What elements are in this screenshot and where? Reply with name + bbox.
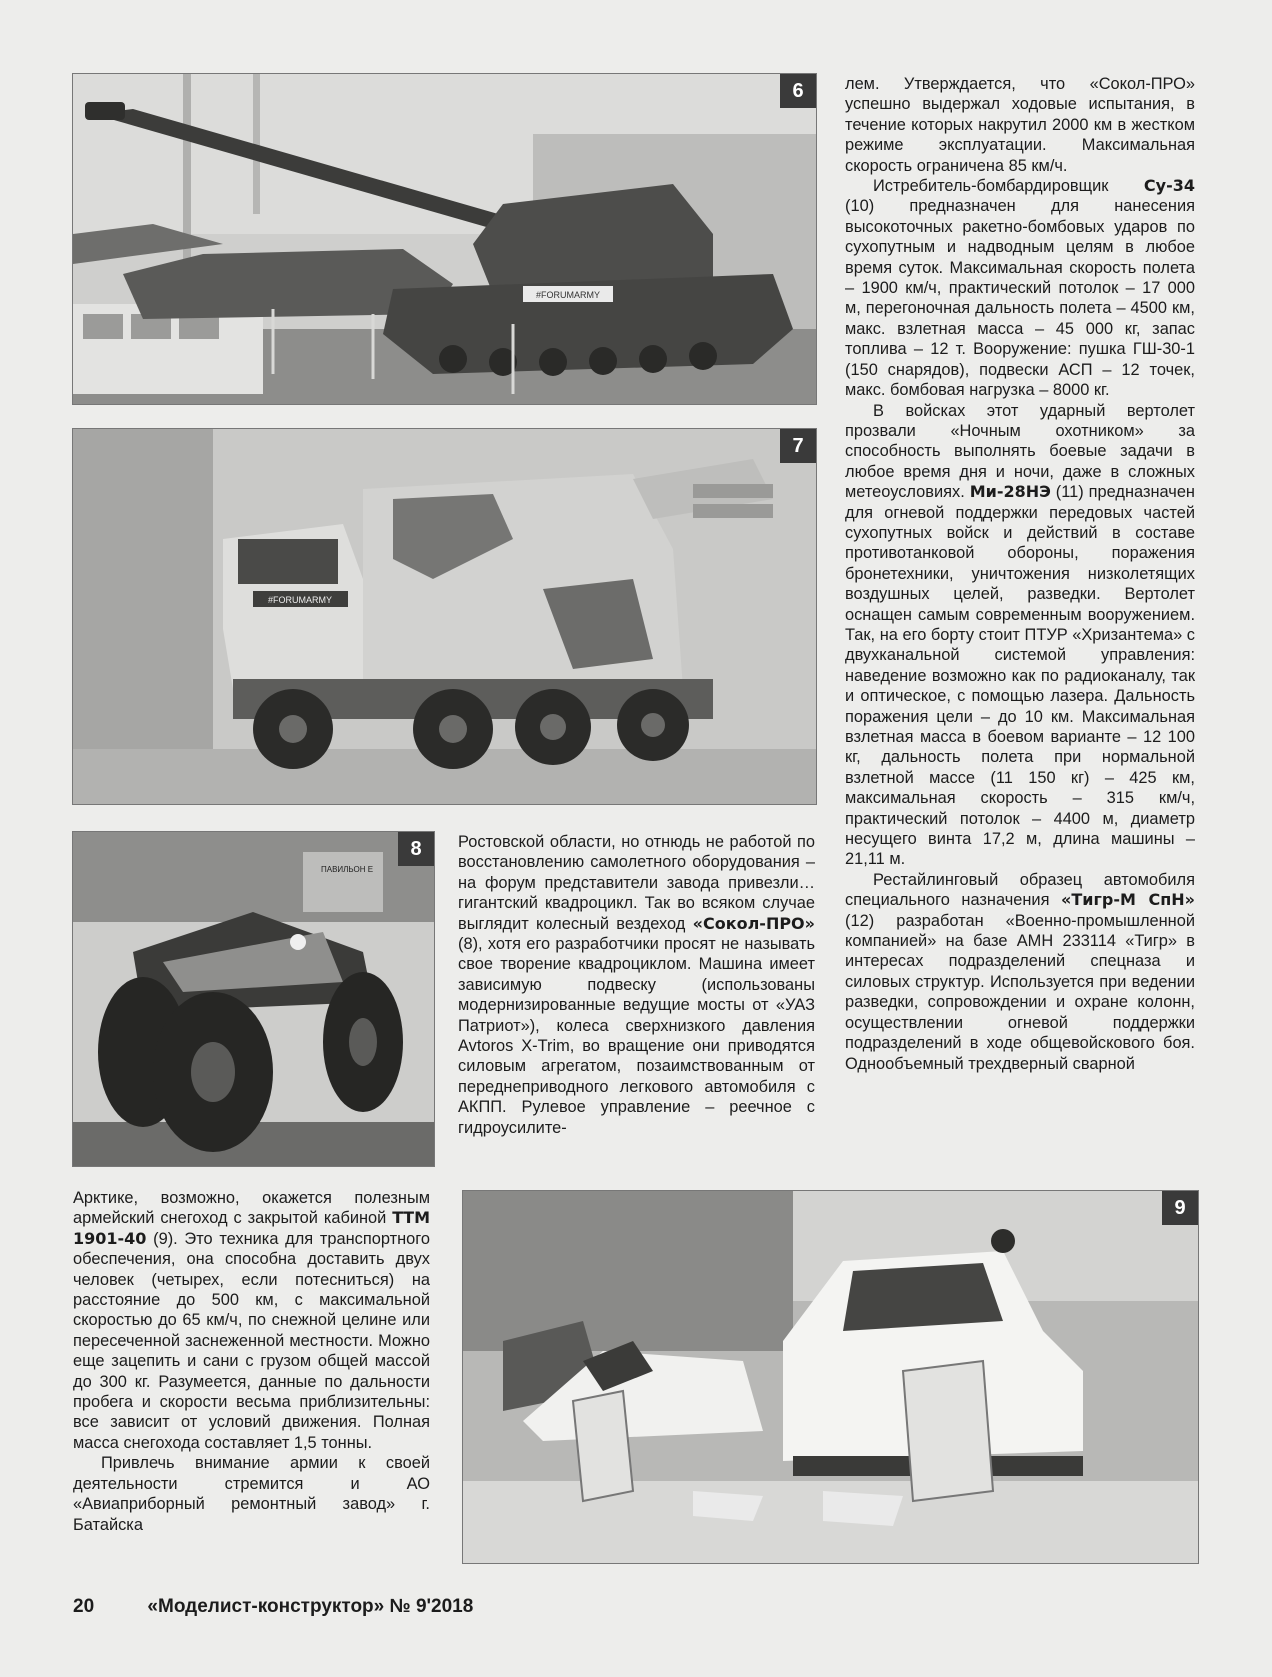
paragraph bbox=[845, 176, 1195, 400]
bold-term: «Сокол-ПРО» bbox=[692, 913, 815, 933]
photo-6-sign: #FORUMARMY bbox=[535, 290, 601, 300]
paragraph bbox=[73, 1453, 430, 1535]
bold-term: ТТМ 1901-40 bbox=[73, 1208, 430, 1248]
atv-vehicle-icon bbox=[73, 832, 434, 1166]
photo-9 bbox=[462, 1190, 1199, 1564]
text-run: Ростовской области, но отнюдь не работой по восстановлению самолетного оборудования – на форум представители завода привезли… гигантский квадроцикл. Так во всяком случае выглядит колесный вездеход bbox=[458, 833, 815, 933]
photo-8 bbox=[72, 831, 435, 1167]
text-run: (9). Это техника для транспортного обеспечения, она способна доставить двух человек (четырех, если потесниться) на расстояние до 500 км, с максимальной скоростью до 65 км/ч, по снежной целине или пересеченной заснеженной местности. Можно еще зацепить и сани с грузом общей массой до 300 кг. Разумеется, данные по дальности пробега и скорости весьма приблизительны: все зависит от условий движения. Полная масса снегохода составляет 1,5 тонны. bbox=[73, 1229, 430, 1452]
right-text-column bbox=[845, 74, 1195, 1074]
text-run: (10) предназначен для нанесения высокоточных ракетно-бомбовых ударов по сухопутным и надводным целям в любое время суток. Максимальная скорость полета – 1900 км/ч, практический потолок – 17 000 м, перегоночная дальность полета – 4500 км, макс. взлетная масса – 45 000 кг, запас топлива – 12 т. Вооружение: пушка ГШ-30-1 (150 снарядов), подвески АСП – 12 точек, макс. бомбовая нагрузка – 8000 кг. bbox=[845, 197, 1195, 400]
paragraph bbox=[845, 870, 1195, 1074]
photo-6 bbox=[72, 73, 817, 405]
text-run: Истребитель-бомбардировщик bbox=[873, 177, 1144, 196]
left-text-column bbox=[73, 1188, 430, 1535]
bold-term: Су-34 bbox=[1143, 176, 1195, 196]
photo-6-number: 6 bbox=[780, 74, 816, 108]
text-run: лем. Утверждается, что «Сокол-ПРО» успешно выдержал ходовые испытания, в течение которых накрутил 2000 км в жестком режиме эксплуатации. Максимальная скорость ограничена 85 км/ч. bbox=[845, 75, 1195, 175]
air-defense-truck-icon bbox=[73, 429, 816, 804]
bold-term: Ми-28НЭ bbox=[969, 482, 1051, 502]
middle-text-column bbox=[458, 832, 815, 1138]
photo-7-sign: #FORUMARMY bbox=[267, 595, 333, 605]
paragraph bbox=[73, 1188, 430, 1453]
text-run: Привлечь внимание армии к своей деятельности стремится и АО «Авиаприборный ремонтный завод» г. Батайска bbox=[73, 1454, 430, 1534]
photo-7 bbox=[72, 428, 817, 805]
photo-8-sign: ПАВИЛЬОН E bbox=[321, 865, 374, 874]
text-run: В войсках этот ударный вертолет прозвали «Ночным охотником» за способность выполнять боевые задачи в любое время дня и ночи, даже в сложных метеоусловиях. bbox=[845, 401, 1195, 502]
snowmobile-icon bbox=[463, 1191, 1198, 1563]
text-run: (12) разработан «Военно-промышленной компанией» на базе АМН 233114 «Тигр» в интересах подразделений спецназа и силовых структур. Используется при ведении разведки, сопровождении и охране колонн, осуществлении огневой поддержки подразделений в ходе общевойскового боя. Однообъемный трехдверный сварной bbox=[845, 911, 1195, 1073]
photo-9-number: 9 bbox=[1162, 1191, 1198, 1225]
text-run: (11) предназначен для огневой поддержки передовых частей сухопутных войск и действий в составе противотанковой обороны, поражения бронетехники, уничтожения низколетящих воздушных целей, разведки. Вертолет оснащен самым современным вооружением. Так, на его борту стоит ПТУР «Хризантема» с двухканальной системой управления: наведение возможно как по радиоканалу, так и оптическое, с помощью лазера. Дальность поражения цели – до 10 км. Максимальная взлетная масса в боевом варианте – 12 100 кг, дальность полета при нормальной взлетной массе (11 150 кг) – 425 км, максимальная скорость – 315 км/ч, практический потолок – 4400 м, диаметр несущего винта 17,2 м, длина машины – 21,11 м. bbox=[845, 483, 1195, 869]
page-number: 20 bbox=[73, 1596, 95, 1617]
magazine-title: «Моделист-конструктор» № 9'2018 bbox=[147, 1596, 474, 1617]
paragraph bbox=[845, 401, 1195, 870]
page-footer bbox=[73, 1596, 473, 1618]
text-run: Рестайлинговый образец автомобиля специального назначения bbox=[845, 870, 1195, 910]
paragraph bbox=[458, 832, 815, 1138]
text-run: (8), хотя его разработчики просят не называть свое творение квадроциклом. Машина имеет зависимую подвеску (использованы модернизированные ведущие мосты от «УАЗ Патриот»), колеса сверхнизкого давления Avtoros X-Trim, во вращение они приводятся силовым агрегатом, позаимствованным от переднеприводного легкового автомобиля с АКПП. Рулевое управление – реечное с гидроусилите- bbox=[458, 935, 815, 1137]
text-run: Арктике, возможно, окажется полезным армейский снегоход с закрытой кабиной bbox=[73, 1189, 430, 1228]
bold-term: «Тигр-М СпН» bbox=[1061, 890, 1195, 910]
photo-7-number: 7 bbox=[780, 429, 816, 463]
photo-8-number: 8 bbox=[398, 832, 434, 866]
paragraph bbox=[845, 74, 1195, 176]
self-propelled-howitzer-icon bbox=[73, 74, 816, 404]
